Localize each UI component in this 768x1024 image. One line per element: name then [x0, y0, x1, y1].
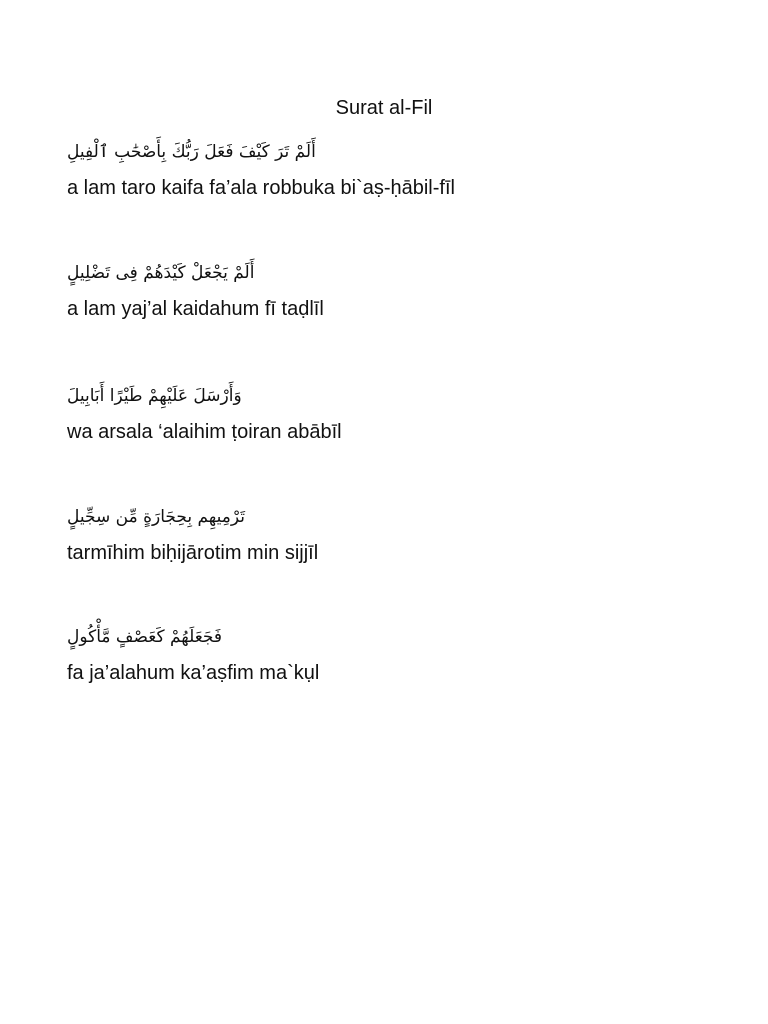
verse-2 [67, 257, 707, 323]
verse-2-arabic: أَلَمْ يَجْعَلْ كَيْدَهُمْ فِى تَضْلِيلٍ [67, 263, 255, 283]
verse-3-transliteration: wa arsala ‘alaihim ṭoiran abābīl [67, 421, 342, 443]
verse-5-arabic: فَجَعَلَهُمْ كَعَصْفٍ مَّأْكُولٍ [67, 627, 223, 647]
verse-1-transliteration: a lam taro kaifa fa’ala robbuka bi`aṣ-ḥābil-fīl [67, 177, 455, 199]
verse-1 [67, 136, 707, 202]
verse-5 [67, 621, 707, 687]
document-title: Surat al-Fil [335, 97, 433, 119]
verse-3-arabic: وَأَرْسَلَ عَلَيْهِمْ طَيْرًا أَبَابِيلَ [67, 386, 242, 406]
verse-4-transliteration: tarmīhim biḥijārotim min sijjīl [67, 542, 319, 564]
verse-2-transliteration: a lam yaj’al kaidahum fī taḍlīl [67, 298, 324, 320]
verse-3 [67, 380, 707, 446]
verse-5-transliteration: fa ja’alahum ka’aṣfim ma`kụl [67, 662, 320, 684]
verse-4-arabic: تَرْمِيهِم بِحِجَارَةٍ مِّن سِجِّيلٍ [67, 507, 245, 527]
verse-1-arabic: أَلَمْ تَرَ كَيْفَ فَعَلَ رَبُّكَ بِأَصْحَٰبِ ٱلْفِيلِ [67, 142, 316, 162]
verse-4 [67, 501, 707, 567]
